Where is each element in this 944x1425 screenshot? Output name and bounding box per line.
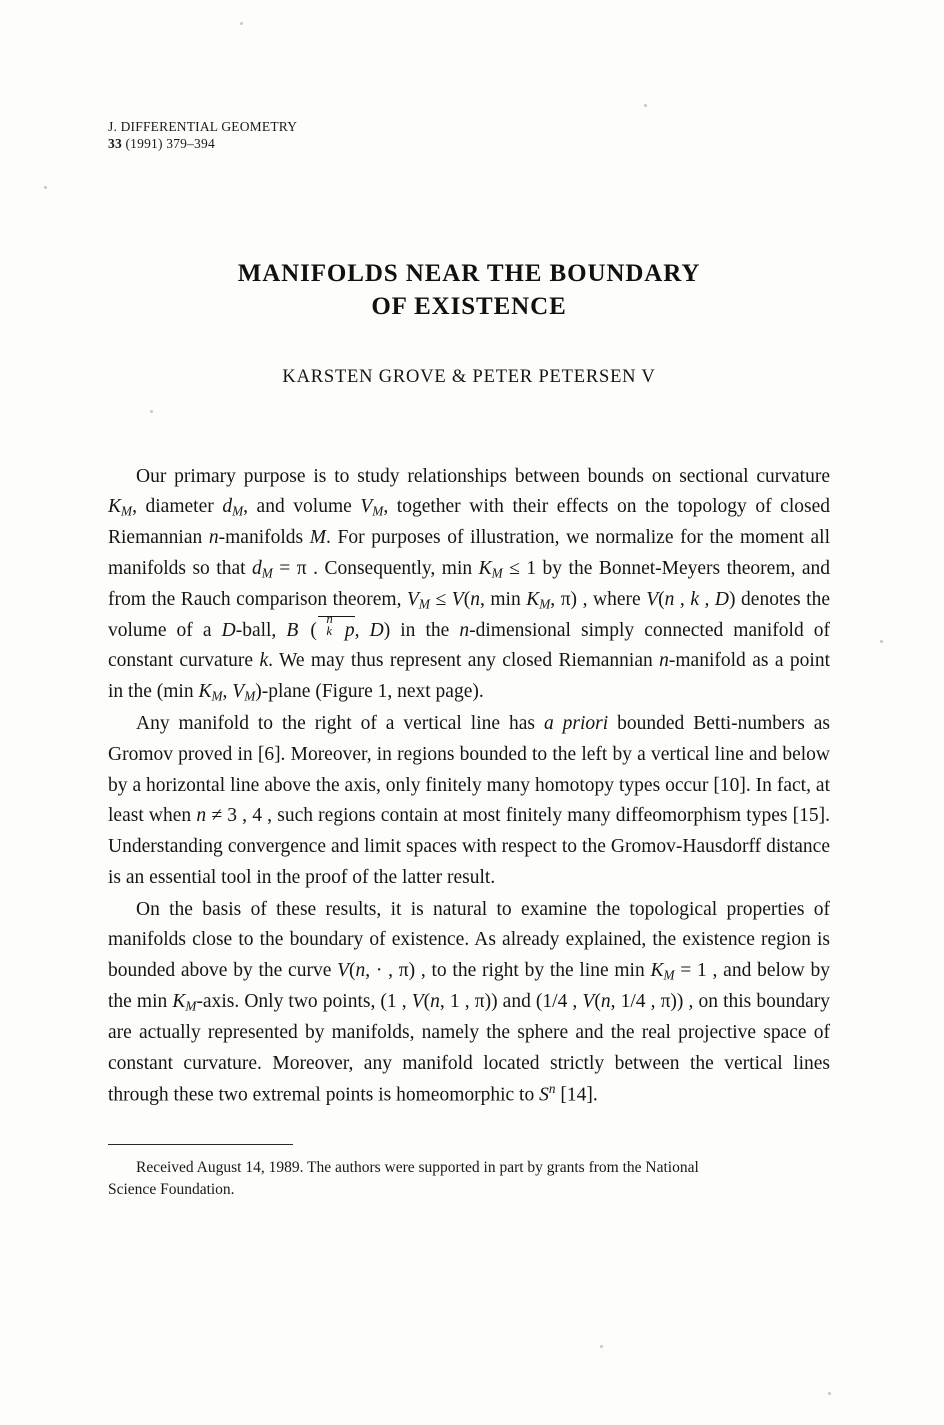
text-run: , π) , where (550, 588, 647, 610)
math-run: B (286, 619, 299, 641)
authors: KARSTEN GROVE & PETER PETERSEN V (282, 366, 656, 387)
math-sub: M (232, 504, 244, 520)
math-sub: M (261, 565, 273, 581)
math-run: K (108, 496, 122, 518)
text-run: , 1 , π)) and (1/4 , (439, 991, 583, 1013)
math-run: D (369, 619, 384, 641)
text-run: ≠ 3 , 4 , such regions contain at most finitely many diffeomorphism types [15]. Understanding convergence and limit spaces with respect to the Gromov-Hausdorff distance is an essential tool in the proof of the latter result. (108, 805, 831, 888)
math-run: d (222, 496, 233, 518)
math-run: V (451, 588, 464, 610)
scan-speck (44, 186, 47, 189)
math-run: S (539, 1084, 549, 1106)
article-body (108, 462, 830, 1112)
math-sub: M (121, 504, 133, 520)
footnote (108, 1157, 830, 1201)
text-run: ( (423, 991, 431, 1013)
text-run: -manifold as a point in the (min (108, 650, 830, 703)
text-run: -axis. Only two points, (1 , (196, 991, 412, 1013)
footnote-divider (108, 1144, 293, 1145)
text-run: ) in the (383, 619, 460, 641)
scan-speck (600, 1345, 603, 1348)
math-sup: n (548, 1081, 556, 1097)
text-run: , 1/4 , π)) , on this boundary are actually represented by manifolds, namely the sphere and the real projective space of constant curvature. Moreover, any manifold located strictly between the vertical lines through these two extremal points is homeomorphic to (108, 991, 831, 1106)
math-sub: k (326, 624, 333, 639)
paragraph-2 (108, 709, 830, 894)
math-run: n (208, 527, 219, 549)
text-run: = π . Consequently, min (272, 557, 479, 579)
emphasis-run: a priori (543, 712, 609, 734)
footnote-line-2: Science Foundation. (108, 1180, 235, 1198)
page-title (108, 257, 830, 323)
title-line-2: OF EXISTENCE (371, 292, 567, 320)
journal-header (108, 118, 830, 153)
journal-name: J. DIFFERENTIAL GEOMETRY (108, 119, 298, 134)
math-run: K (198, 681, 212, 703)
math-overbar: p (317, 616, 355, 647)
text-run: , together with their effects on the topology of closed Riemannian (108, 496, 830, 549)
math-run: V (582, 991, 595, 1013)
text-run: ( (463, 588, 471, 610)
math-run: K (172, 991, 186, 1013)
math-run: K (526, 588, 540, 610)
text-run: . We may thus represent any closed Riemannian (268, 650, 660, 672)
math-run: n (470, 588, 480, 610)
text-run: , · , π) , to the right by the line min (365, 960, 651, 982)
scan-speck (880, 640, 883, 643)
text-run: On the basis of these results, it is natural to examine the topological properties of manifolds close to the boundary of existence. As already explained, the existence region is bounded above by the curve (108, 898, 830, 982)
text-run: . For purposes of illustration, we normalize for the moment all manifolds so that (108, 527, 831, 579)
text-run: )-plane (Figure 1, next page). (255, 681, 484, 703)
math-run: D (221, 619, 236, 641)
text-run: ( (594, 991, 601, 1013)
text-run: -manifolds (218, 527, 310, 549)
math-sub: M (185, 998, 197, 1014)
text-run: , and volume (243, 496, 361, 518)
math-sup: n (326, 612, 333, 627)
text-run: , diameter (132, 496, 223, 518)
math-run: V (411, 991, 424, 1013)
math-run: n (430, 991, 440, 1013)
text-run: ( (349, 960, 356, 982)
math-run: n (355, 960, 366, 982)
math-sub: M (491, 565, 503, 581)
journal-volume: 33 (108, 136, 122, 152)
math-run: V (337, 960, 350, 982)
text-run: [14]. (555, 1084, 598, 1106)
math-sub: M (244, 688, 256, 704)
math-run: k (259, 650, 269, 672)
text-run: -dimensional simply connected manifold of constant curvature (108, 619, 831, 672)
paragraph-1 (108, 462, 830, 708)
math-run: V (646, 588, 659, 610)
math-sub: M (211, 688, 223, 704)
math-run: n (659, 650, 669, 672)
footnote-line-1: Received August 14, 1989. The authors were supported in part by grants from the National (136, 1158, 699, 1176)
text-run: , min (479, 588, 527, 610)
math-sub: M (539, 596, 551, 612)
text-run: = 1 , and below by the min (108, 960, 830, 1013)
text-run: , (222, 681, 233, 703)
title-line-1: MANIFOLDS NEAR THE BOUNDARY (237, 259, 701, 287)
math-run: n (459, 619, 470, 641)
math-run: n , k , D (664, 588, 730, 610)
math-run: V (232, 681, 245, 703)
journal-issue-year: (1991) 379–394 (125, 136, 215, 152)
text-run: Any manifold to the right of a vertical line has (136, 712, 544, 734)
journal-volume-line (108, 135, 830, 152)
math-subsup (298, 612, 333, 639)
math-run: K (650, 960, 664, 982)
scan-speck (828, 1392, 831, 1395)
text-run: ( (658, 588, 665, 610)
text-run: ) denotes the volume of a (108, 588, 830, 641)
math-sub: M (663, 967, 675, 983)
text-run: ≤ 1 by the Bonnet-Meyers theorem, and from the Rauch comparison theorem, (108, 557, 831, 610)
page-content (108, 0, 830, 1201)
text-run: ≤ (429, 588, 452, 610)
math-run: K (478, 557, 492, 579)
text-run: , (354, 619, 370, 641)
text-run: Our primary purpose is to study relationships between bounds on sectional curvature (136, 465, 830, 487)
math-sub: M (372, 504, 384, 520)
math-sub: M (418, 596, 430, 612)
math-run: n (196, 805, 207, 827)
math-run: d (252, 557, 262, 579)
math-run: V (407, 588, 419, 610)
math-run: n (600, 991, 611, 1013)
math-run: V (360, 496, 373, 518)
text-run: ( (310, 619, 317, 641)
text-run: -ball, (235, 619, 287, 641)
paragraph-3 (108, 895, 830, 1112)
text-run: bounded Betti-numbers as Gromov proved in [6]. Moreover, in regions bounded to the left by a vertical line and below by a horizontal line above the axis, only finitely many homotopy types occur [10]. In fact, at least when (108, 712, 830, 827)
math-run: M (309, 527, 327, 549)
